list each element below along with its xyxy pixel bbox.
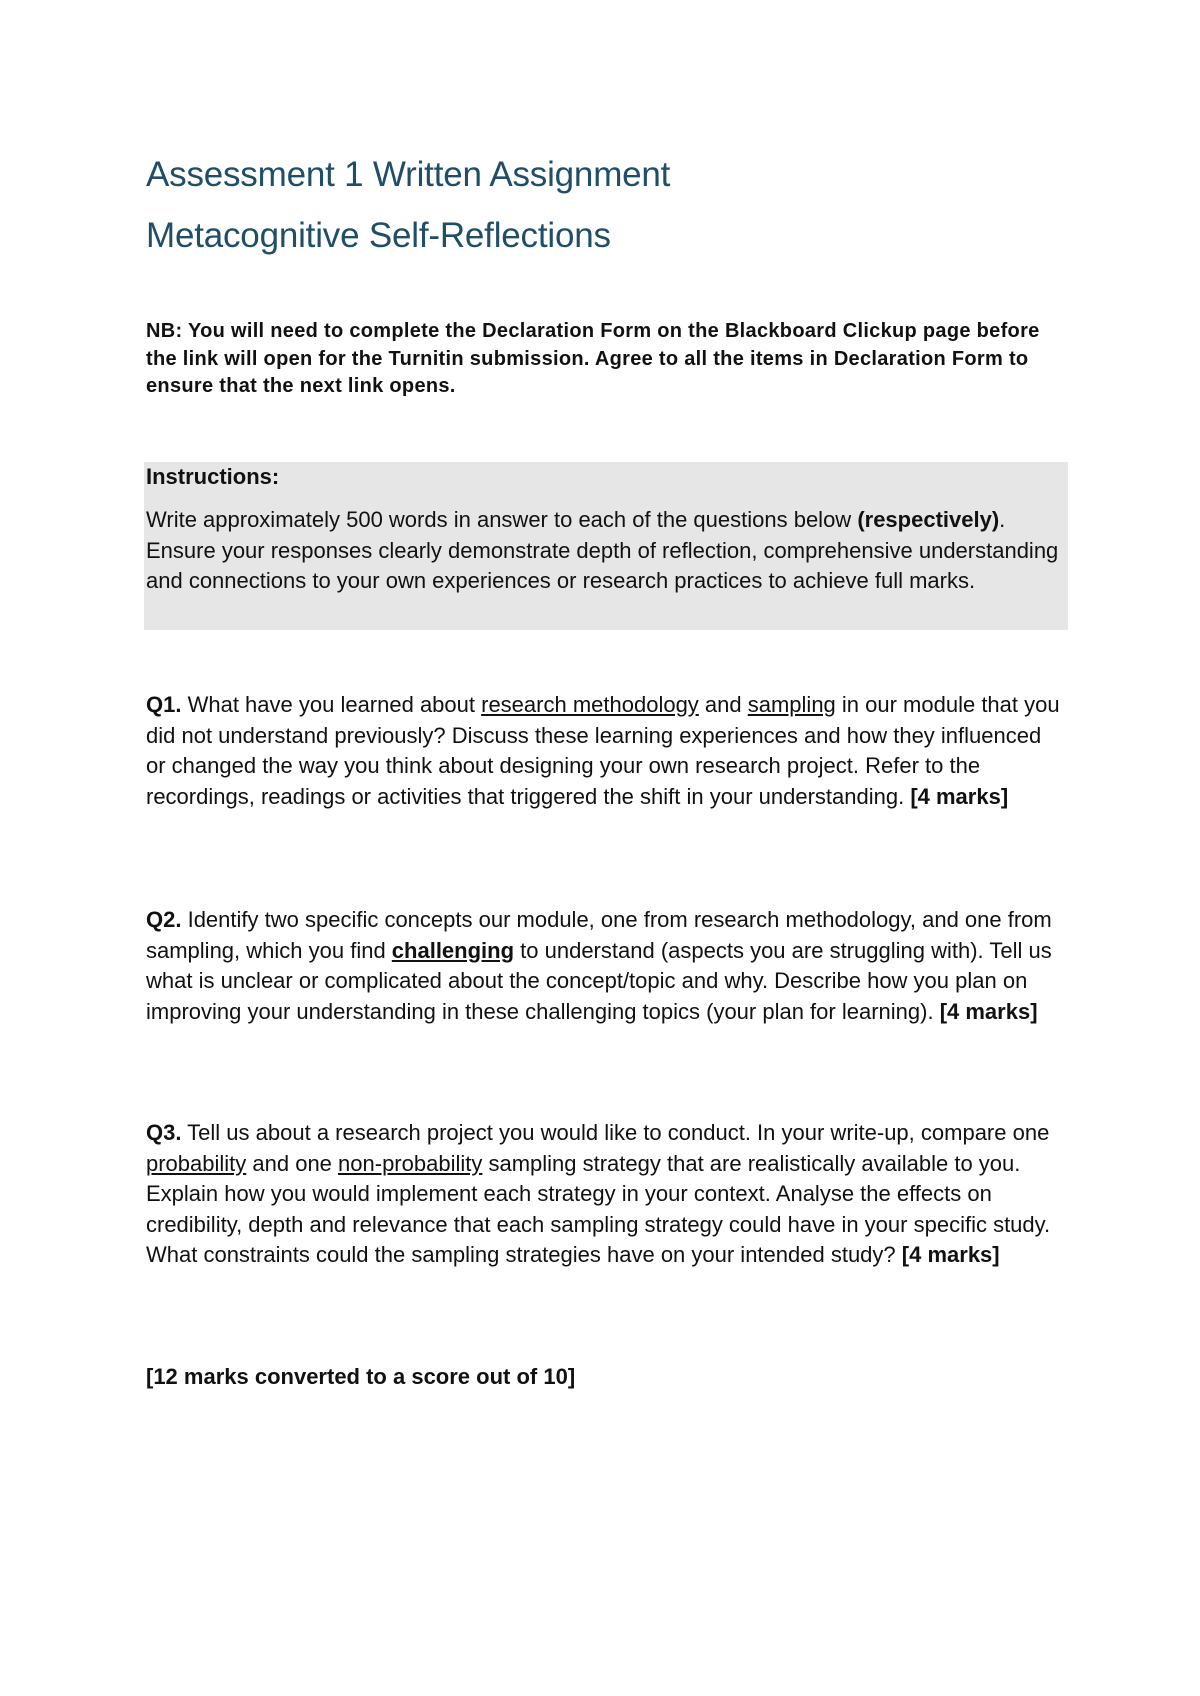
question-text: in our module that you did not understand previously? Discuss these learning experiences and how they influenced or changed the way you think about designing your own research project. Refer to the recordings, readings or activities that triggered the shift in your understanding. — [146, 692, 1060, 809]
instructions-emphasis: (respectively) — [857, 507, 1000, 532]
question-text: What have you learned about — [181, 692, 482, 717]
question-marks: [4 marks] — [901, 1242, 1000, 1267]
question-number: Q3. — [146, 1120, 182, 1145]
question-text: sampling strategy that are realistically available to you. Explain how you would implement each strategy in your context. Analyse the effects on credibility, depth and relevance that each sampling strategy could have in your specific study. What constraints could the sampling strategies have on your intended study? — [146, 1150, 1051, 1267]
nb-notice: NB: You will need to complete the Declaration Form on the Blackboard Clickup page before the link will open for the Turnitin submission. Agree to all the items in Declaration Form to ensure that the next link opens. — [146, 320, 1040, 397]
question-2 — [146, 905, 1066, 1027]
question-number: Q1. — [146, 692, 182, 717]
question-underlined-term: sampling — [747, 692, 836, 717]
instructions-text — [146, 505, 1066, 597]
question-underlined-term: probability — [146, 1150, 247, 1176]
question-underlined-term: challenging — [391, 937, 515, 963]
question-marks: [4 marks] — [939, 998, 1038, 1024]
question-underlined-term: non-probability — [338, 1150, 483, 1176]
question-underlined-term: research methodology — [481, 692, 699, 717]
question-marks: [4 marks] — [910, 783, 1009, 809]
question-text: to understand (aspects you are struggling with). Tell us what is unclear or complicated about the concept/topic and why. Describe how you plan on improving your understanding in these challenging topics (your plan for learning). — [146, 937, 1052, 1024]
instructions-text-after: . Ensure your responses clearly demonstrate depth of reflection, comprehensive understanding and connections to your own experiences or research practices to achieve full marks. — [146, 507, 1059, 593]
instructions-text-before: Write approximately 500 words in answer to each of the questions below — [146, 507, 858, 532]
instructions-box — [144, 462, 1068, 630]
question-1 — [146, 690, 1066, 812]
question-number: Q2. — [146, 907, 182, 932]
instructions-heading: Instructions: — [146, 464, 280, 489]
document-title: Assessment 1 Written Assignment — [146, 155, 671, 194]
question-3 — [146, 1118, 1066, 1271]
question-text: and — [698, 692, 748, 717]
question-text: and one — [246, 1150, 339, 1176]
document-subtitle: Metacognitive Self-Reflections — [146, 216, 611, 255]
question-text: Identify two specific concepts our module, one from research methodology, and one from sampling, which you find — [146, 907, 1052, 963]
marks-summary: [12 marks converted to a score out of 10] — [146, 1364, 576, 1389]
question-text: Tell us about a research project you would like to conduct. In your write-up, compare one — [181, 1120, 1050, 1145]
